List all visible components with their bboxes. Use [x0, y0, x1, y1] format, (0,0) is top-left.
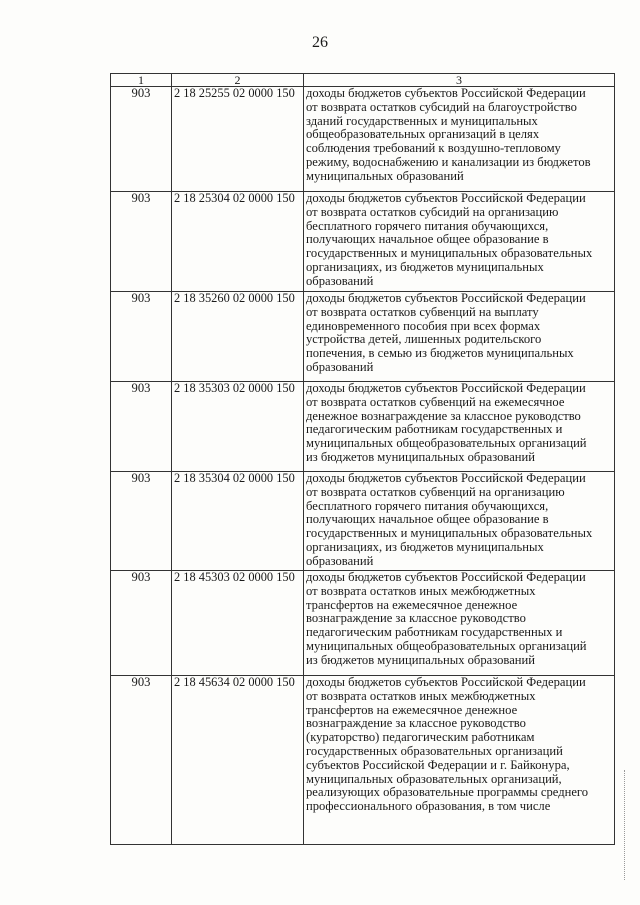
budget-code-cell: 2 18 25304 02 0000 150	[172, 192, 304, 292]
description-line: организациях, из бюджетов муниципальных	[306, 539, 544, 554]
admin-code-cell: 903	[111, 382, 172, 472]
description-line: доходы бюджетов субъектов Российской Федерации	[306, 191, 586, 205]
table-row	[111, 292, 615, 382]
description-line: зданий государственных и муниципальных	[306, 113, 538, 128]
budget-code-cell: 2 18 45634 02 0000 150	[172, 676, 304, 845]
description-line: реализующих образовательные программы среднего	[306, 785, 589, 800]
description-line: из бюджетов муниципальных образований	[306, 449, 536, 464]
description-line: муниципальных образований	[306, 168, 464, 183]
description-line: субъектов Российской Федерации и г. Байконура,	[306, 757, 570, 772]
description-line: трансфертов на ежемесячное денежное	[306, 597, 518, 612]
description-line: трансфертов на ежемесячное денежное	[306, 702, 518, 717]
description-line: муниципальных общеобразовательных организаций	[306, 436, 587, 451]
description-line: образований	[306, 359, 374, 374]
column-header-2: 2	[172, 74, 304, 87]
description-line: государственных образовательных организаций	[306, 743, 563, 758]
description-line: попечения, в семью из бюджетов муниципальных	[306, 346, 574, 361]
description-line: доходы бюджетов субъектов Российской Федерации	[306, 675, 586, 689]
admin-code-cell: 903	[111, 571, 172, 676]
table-row	[111, 382, 615, 472]
description-line: от возврата остатков иных межбюджетных	[306, 688, 536, 703]
admin-code-cell: 903	[111, 676, 172, 845]
description-line: доходы бюджетов субъектов Российской Федерации	[306, 570, 586, 584]
table-row	[111, 676, 615, 845]
budget-code-cell: 2 18 35303 02 0000 150	[172, 382, 304, 472]
description-line: муниципальных образовательных организаций,	[306, 771, 562, 786]
description-line: бесплатного горячего питания обучающихся,	[306, 218, 549, 233]
description-line: доходы бюджетов субъектов Российской Федерации	[306, 471, 586, 485]
table-row	[111, 571, 615, 676]
description-line: образований	[306, 553, 374, 568]
table-row	[111, 192, 615, 292]
column-number-row	[111, 74, 615, 87]
description-line: государственных и муниципальных образовательных	[306, 246, 593, 261]
description-line: получающих начальное общее образование в	[306, 232, 549, 247]
description-cell	[304, 571, 615, 676]
budget-code-cell: 2 18 35304 02 0000 150	[172, 472, 304, 571]
description-line: режиму, водоснабжению и канализации из бюджетов	[306, 154, 591, 169]
description-cell	[304, 676, 615, 845]
description-line: доходы бюджетов субъектов Российской Федерации	[306, 381, 586, 395]
admin-code-cell: 903	[111, 472, 172, 571]
description-line: организациях, из бюджетов муниципальных	[306, 259, 544, 274]
description-line: от возврата остатков субвенций на ежемесячное	[306, 394, 565, 409]
column-header-3: 3	[304, 74, 615, 87]
admin-code-cell: 903	[111, 192, 172, 292]
description-line: общеобразовательных организаций в целях	[306, 127, 540, 142]
budget-code-cell: 2 18 35260 02 0000 150	[172, 292, 304, 382]
description-line: государственных и муниципальных образовательных	[306, 526, 593, 541]
description-line: профессионального образования, в том числе	[306, 799, 551, 814]
budget-code-cell: 2 18 25255 02 0000 150	[172, 87, 304, 192]
description-cell	[304, 292, 615, 382]
description-cell	[304, 472, 615, 571]
description-line: от возврата остатков иных межбюджетных	[306, 583, 536, 598]
description-line: соблюдения требований к воздушно-тепловому	[306, 141, 561, 156]
description-line: получающих начальное общее образование в	[306, 512, 549, 527]
description-line: единовременного пособия при всех формах	[306, 318, 541, 333]
description-line: устройства детей, лишенных родительского	[306, 332, 542, 347]
description-line: доходы бюджетов субъектов Российской Федерации	[306, 86, 586, 100]
admin-code-cell: 903	[111, 87, 172, 192]
description-line: муниципальных общеобразовательных организаций	[306, 638, 587, 653]
description-line: от возврата остатков субсидий на организацию	[306, 204, 559, 219]
revenue-codes-table	[110, 73, 615, 845]
description-cell	[304, 192, 615, 292]
table-row	[111, 87, 615, 192]
description-cell	[304, 87, 615, 192]
description-line: денежное вознаграждение за классное руководство	[306, 408, 581, 423]
description-line: педагогическим работникам государственных и	[306, 625, 563, 640]
description-line: (кураторство) педагогическим работникам	[306, 730, 535, 745]
description-line: от возврата остатков субсидий на благоустройство	[306, 99, 577, 114]
page-number: 26	[312, 34, 328, 51]
description-line: образований	[306, 273, 374, 288]
description-line: доходы бюджетов субъектов Российской Федерации	[306, 291, 586, 305]
description-line: педагогическим работникам государственных и	[306, 422, 563, 437]
description-line: из бюджетов муниципальных образований	[306, 652, 536, 667]
budget-code-cell: 2 18 45303 02 0000 150	[172, 571, 304, 676]
admin-code-cell: 903	[111, 292, 172, 382]
description-line: вознаграждение за классное руководство	[306, 716, 526, 731]
description-line: бесплатного горячего питания обучающихся,	[306, 498, 549, 513]
description-line: от возврата остатков субвенций на выплату	[306, 304, 539, 319]
scan-edge-mark	[624, 770, 631, 880]
description-line: от возврата остатков субвенций на организацию	[306, 484, 565, 499]
column-header-1: 1	[111, 74, 172, 87]
table-row	[111, 472, 615, 571]
description-cell	[304, 382, 615, 472]
description-line: вознаграждение за классное руководство	[306, 611, 526, 626]
